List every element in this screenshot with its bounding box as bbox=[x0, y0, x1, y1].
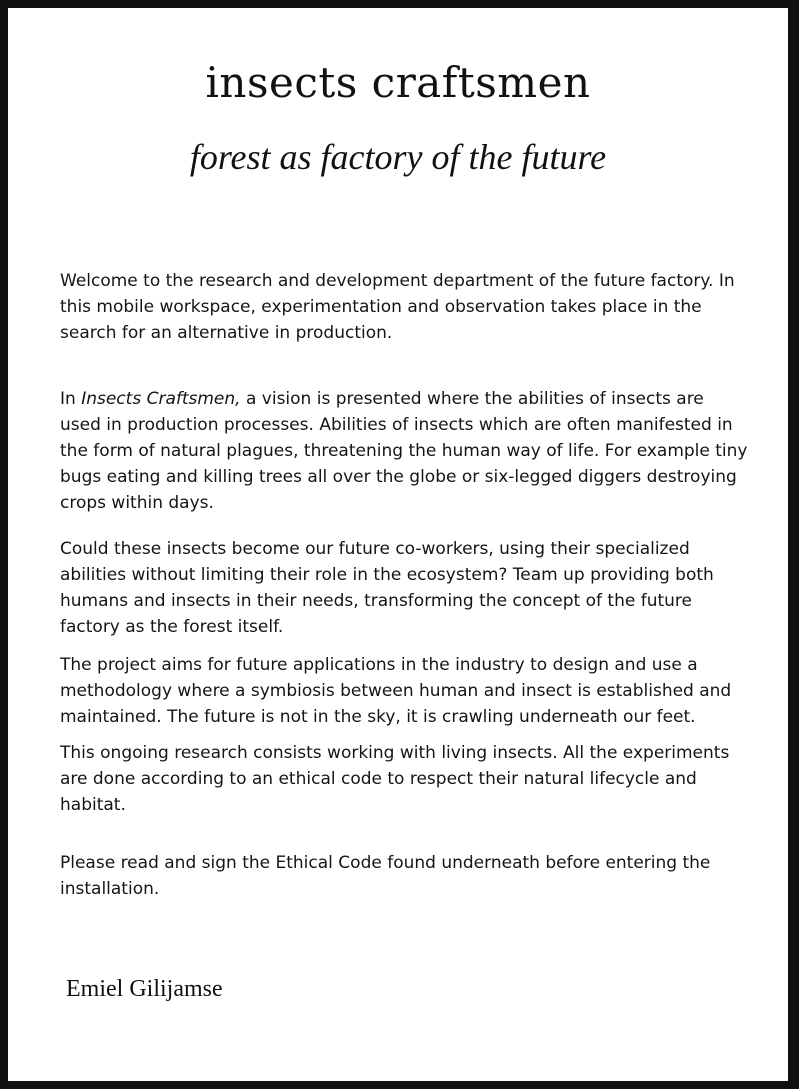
project-name-emphasis: Insects Craftsmen, bbox=[81, 389, 241, 409]
author-signature: Emiel Gilijamse bbox=[66, 976, 223, 1002]
document-page bbox=[8, 8, 788, 1081]
paragraph-ethical-code: Please read and sign the Ethical Code found underneath before entering the installation. bbox=[60, 853, 711, 899]
paragraph-vision-body: a vision is presented where the abilities of insects are used in production processes. Abilities of insects which are often manifested in the form of natural plagues, threatening the human way of life. For example tiny bugs eating and killing trees all over the globe or six-legged diggers destroying crops within days. bbox=[60, 389, 748, 513]
paragraph-welcome: Welcome to the research and development department of the future factory. In this mobile workspace, experimentation and observation takes place in the search for an alternative in production. bbox=[60, 271, 735, 343]
document-title: insects craftsmen bbox=[205, 58, 591, 107]
paragraph-vision bbox=[60, 386, 750, 516]
paragraph-research: This ongoing research consists working with living insects. All the experiments are done according to an ethical code to respect their natural lifecycle and habitat. bbox=[60, 743, 730, 815]
document-subtitle: forest as factory of the future bbox=[189, 137, 607, 177]
paragraph-vision-prefix: In bbox=[60, 389, 82, 409]
paragraph-coworkers: Could these insects become our future co-workers, using their specialized abilities without limiting their role in the ecosystem? Team up providing both humans and insects in their needs, transforming the concept of the future factory as the forest itself. bbox=[60, 539, 714, 637]
paragraph-project-aims: The project aims for future applications in the industry to design and use a methodology where a symbiosis between human and insect is established and maintained. The future is not in the sky, it is crawling underneath our feet. bbox=[60, 655, 732, 727]
